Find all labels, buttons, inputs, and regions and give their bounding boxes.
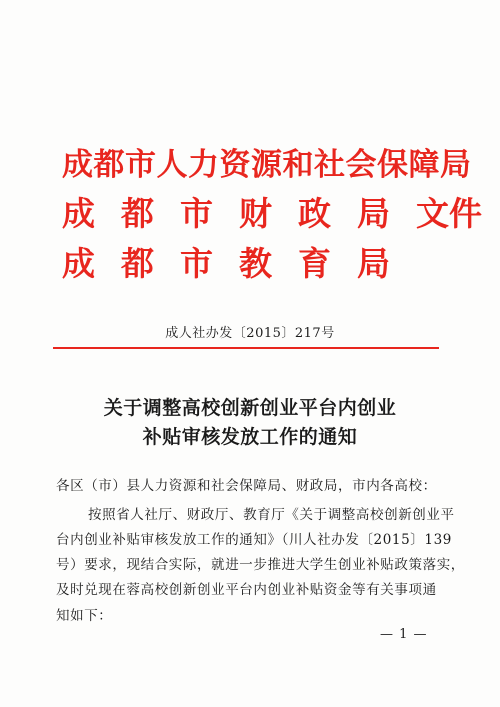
page-number: — 1 — bbox=[380, 627, 428, 642]
document-number: 成人社办发〔2015〕217号 bbox=[165, 326, 335, 341]
salutation: 各区（市）县人力资源和社会保障局、财政局，市内各高校： bbox=[56, 478, 437, 494]
notice-title-line-2: 补贴审核发放工作的通知 bbox=[142, 426, 358, 448]
body-text-line: 按照省人社厅、财政厅、教育厅《关于调整高校创新创业平 bbox=[88, 507, 455, 523]
body-text-line: 台内创业补贴审核发放工作的通知》（川人社办发〔2015〕139 bbox=[56, 532, 452, 548]
issuer-line-hrss: 成都市人力资源和社会保障局 bbox=[62, 147, 472, 183]
red-divider-line bbox=[53, 347, 439, 349]
body-text-line: 号）要求，现结合实际，就进一步推进大学生创业补贴政策落实， bbox=[56, 557, 465, 573]
issuer-name-finance: 成都市财政局 bbox=[62, 194, 416, 233]
document-type-label: 文件 bbox=[416, 194, 482, 233]
issuer-line-finance bbox=[62, 194, 482, 233]
notice-title-line-1: 关于调整高校创新创业平台内创业 bbox=[103, 397, 397, 419]
body-text-line: 及时兑现在蓉高校创新创业平台内创业补贴资金等有关事项通 bbox=[56, 582, 437, 598]
issuer-line-education: 成都市教育局 bbox=[62, 244, 416, 283]
body-text-line: 知如下： bbox=[56, 608, 113, 624]
